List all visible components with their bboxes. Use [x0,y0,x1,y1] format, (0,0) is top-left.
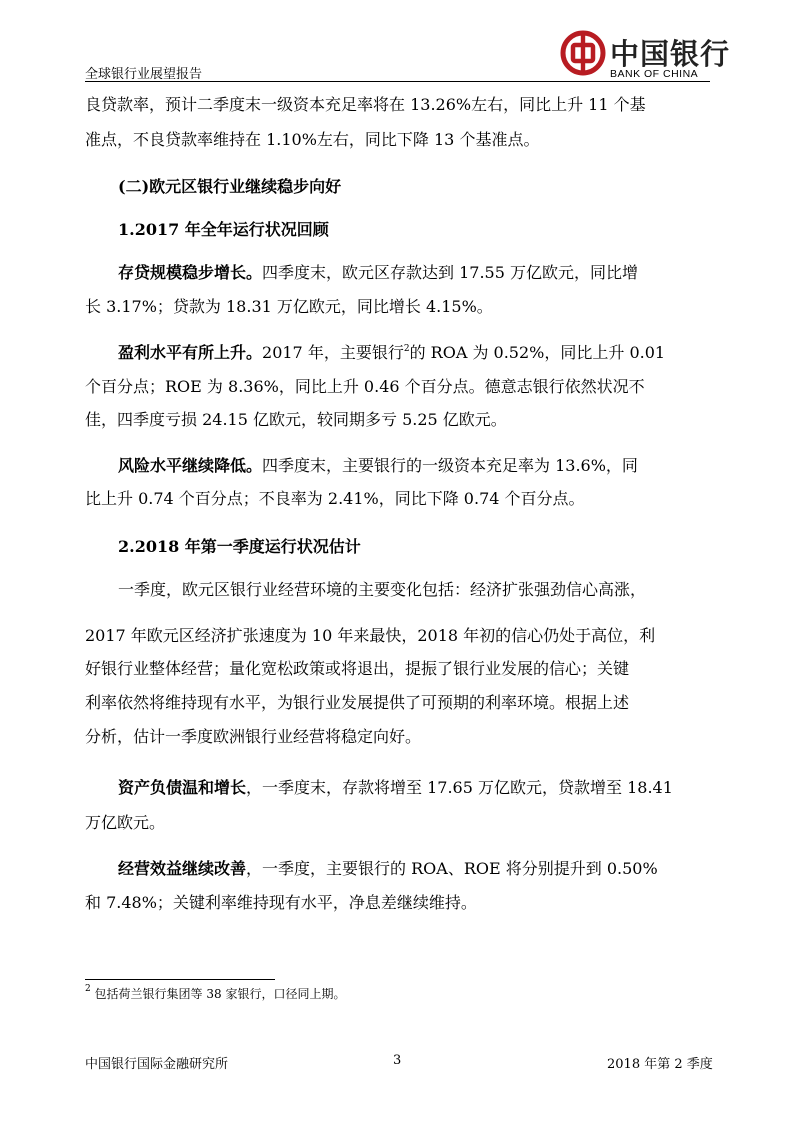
paragraph-lead: 存贷规模稳步增长。 [118,263,263,282]
paragraph-text: ，一季度末，存款将增至 17.65 万亿欧元，贷款增至 18.41 [246,778,673,797]
footnote-marker: 2 [85,984,91,994]
footer-period: 2018 年第 2 季度 [607,1057,713,1072]
body-line: 准点，不良贷款率维持在 1.10%左右，同比下降 13 个基准点。 [85,130,540,149]
footnote-reference: 2 [403,344,410,354]
footer-institute: 中国银行国际金融研究所 [85,1057,229,1072]
paragraph-lead: 资产负债温和增长 [118,778,247,797]
report-title: 全球银行业展望报告 [85,67,203,82]
paragraph-line [118,456,638,476]
body-line: 良贷款率，预计二季度末一级资本充足率将在 13.26%左右，同比上升 11 个基 [85,95,646,114]
paragraph-line [118,859,658,879]
paragraph-text: ，一季度，主要银行的 ROA、ROE 将分别提升到 0.50% [246,859,658,878]
logo-english-name: BANK OF CHINA [610,68,699,80]
paragraph-line: 长 3.17%；贷款为 18.31 万亿欧元，同比增长 4.15%。 [85,297,493,316]
paragraph-line: 一季度，欧元区银行业经营环境的主要变化包括：经济扩张强劲信心高涨， [118,580,647,599]
section-heading: (二)欧元区银行业继续稳步向好 [118,177,342,196]
paragraph-line: 比上升 0.74 个百分点；不良率为 2.41%，同比下降 0.74 个百分点。 [85,489,585,508]
paragraph-lead: 经营效益继续改善 [118,859,247,878]
paragraph-line [118,343,665,363]
paragraph-lead: 风险水平继续降低。 [118,456,263,475]
paragraph-line: 利率依然将维持现有水平，为银行业发展提供了可预期的利率环境。根据上述 [85,693,630,712]
footnote [85,985,345,1002]
paragraph-line: 2017 年欧元区经济扩张速度为 10 年来最快，2018 年初的信心仍处于高位，利 [85,626,656,645]
page-number: 3 [393,1053,402,1068]
paragraph-line: 和 7.48%；关键利率维持现有水平，净息差继续维持。 [85,893,477,912]
bank-logo [560,28,731,84]
paragraph-line: 佳，四季度亏损 24.15 亿欧元，较同期多亏 5.25 亿欧元。 [85,410,507,429]
paragraph-text: 四季度末，主要银行的一级资本充足率为 13.6%，同 [262,456,638,475]
paragraph-text: 2017 年，主要银行 [262,343,404,362]
paragraph-line: 个百分点；ROE 为 8.36%，同比上升 0.46 个百分点。德意志银行依然状况不 [85,377,645,396]
bank-of-china-emblem-icon [560,30,606,76]
paragraph-lead: 盈利水平有所上升。 [118,343,263,362]
subsection-heading: 2.2018 年第一季度运行状况估计 [118,537,361,556]
subsection-heading: 1.2017 年全年运行状况回顾 [118,220,329,239]
paragraph-line [118,778,673,798]
footnote-text: 包括荷兰银行集团等 38 家银行，口径同上期。 [90,987,346,1001]
logo-chinese-name: 中国银行 [610,37,731,71]
paragraph-text: 的 ROA 为 0.52%，同比上升 0.01 [409,343,666,362]
paragraph-line [118,263,638,283]
footnote-divider [85,979,275,980]
paragraph-line: 分析，估计一季度欧洲银行业经营将稳定向好。 [85,727,422,746]
paragraph-text: 四季度末，欧元区存款达到 17.55 万亿欧元，同比增 [262,263,638,282]
paragraph-line: 好银行业整体经营；量化宽松政策或将退出，提振了银行业发展的信心；关键 [85,659,630,678]
paragraph-line: 万亿欧元。 [85,813,166,832]
